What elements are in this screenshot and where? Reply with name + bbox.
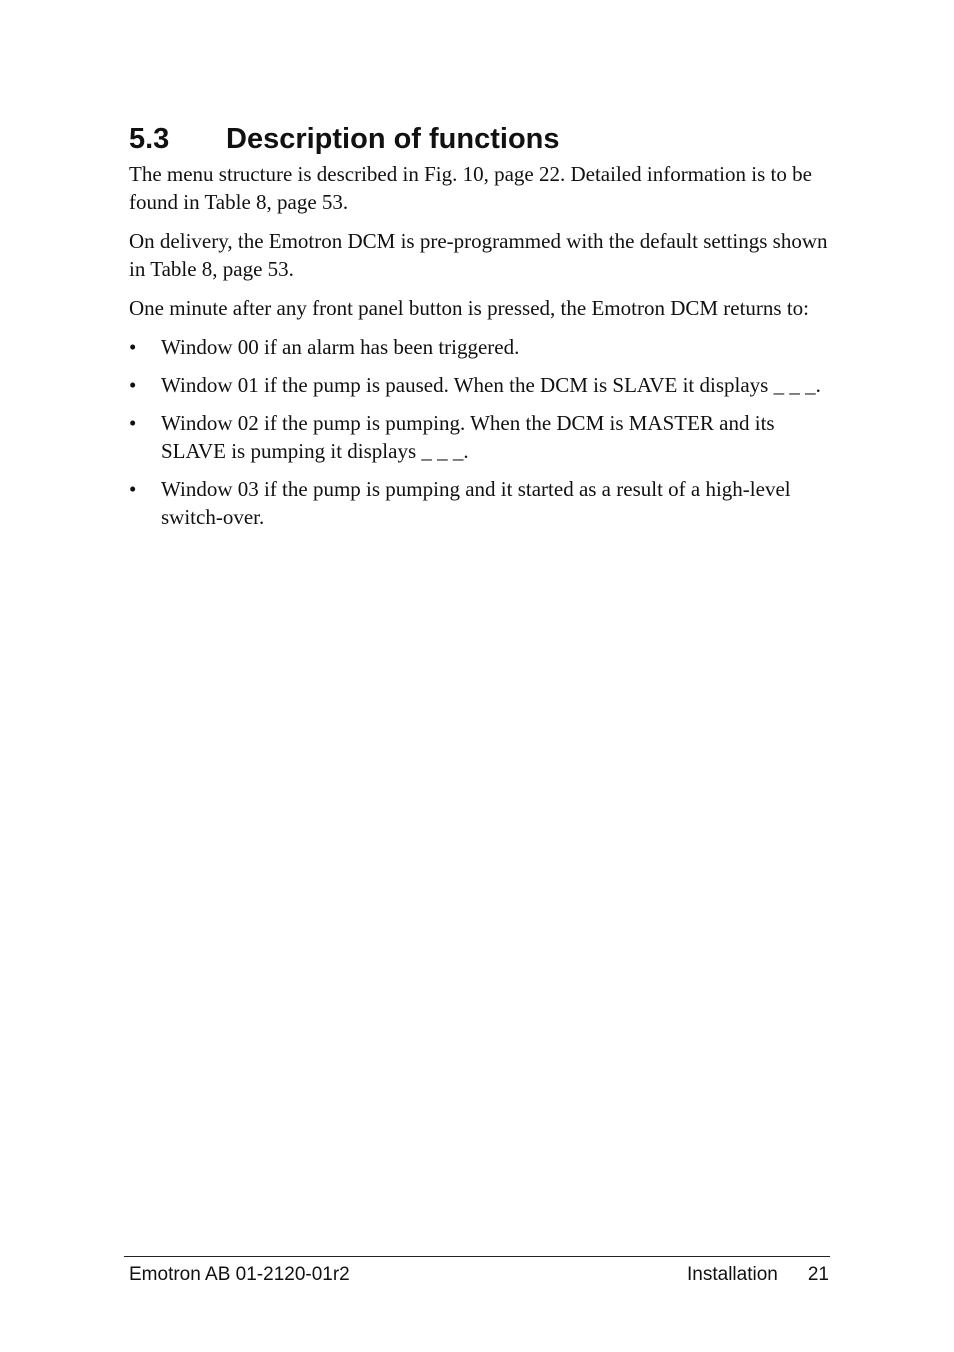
- bullet-icon: •: [129, 335, 137, 359]
- footer-chapter: Installation: [687, 1264, 778, 1285]
- section-title: Description of functions: [226, 123, 560, 155]
- bullet-icon: •: [129, 411, 137, 435]
- section-number: 5.3: [129, 123, 170, 155]
- footer-right: [687, 1263, 829, 1287]
- paragraph: One minute after any front panel button is pressed, the Emotron DCM returns to:: [129, 296, 810, 320]
- list-item: [129, 333, 829, 361]
- paragraph: The menu structure is described in Fig. 10, page 22. Detailed information is to be found in Table 8, page 53.: [129, 162, 812, 214]
- list-item-text: Window 01 if the pump is paused. When the DCM is SLAVE it displays _ _ _.: [161, 373, 821, 397]
- list-item-text: Window 03 if the pump is pumping and it started as a result of a high-level switch-over.: [161, 477, 791, 529]
- footer-divider: [124, 1256, 830, 1257]
- footer-document-id: Emotron AB 01-2120-01r2: [129, 1264, 350, 1285]
- paragraph: On delivery, the Emotron DCM is pre-programmed with the default settings shown in Table 8, page 53.: [129, 229, 828, 281]
- bullet-icon: •: [129, 477, 137, 501]
- list-item: [129, 475, 829, 531]
- page-number: 21: [807, 1264, 829, 1285]
- body-text: [129, 160, 829, 541]
- bullet-icon: •: [129, 373, 137, 397]
- section-heading: [129, 120, 560, 158]
- list-item: [129, 371, 829, 399]
- list-item-text: Window 02 if the pump is pumping. When the DCM is MASTER and its SLAVE is pumping it displays _ _ _.: [161, 411, 775, 463]
- list-item-text: Window 00 if an alarm has been triggered.: [161, 335, 520, 359]
- bullet-list: [129, 333, 829, 531]
- list-item: [129, 409, 829, 465]
